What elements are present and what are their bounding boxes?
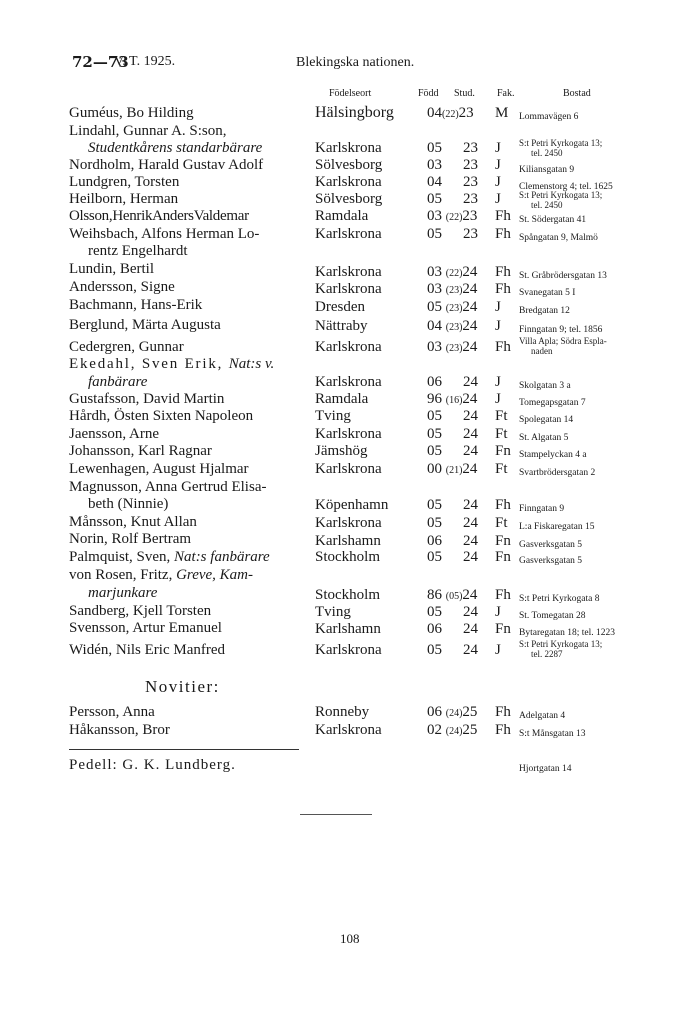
member-title: Nat:s fanbärare xyxy=(174,549,270,565)
birthplace: Karlskrona xyxy=(315,426,382,442)
birthplace: Karlskrona xyxy=(315,374,382,390)
student-year: 24 xyxy=(463,426,478,442)
student-year: 24 xyxy=(462,587,478,603)
birth-year: 05 xyxy=(427,299,442,315)
pedell-line: Pedell: G. K. Lundberg. xyxy=(69,757,236,773)
birthplace: Karlskrona xyxy=(315,339,382,355)
member-title: Greve, Kam- xyxy=(176,567,254,583)
student-year: 24 xyxy=(462,264,478,280)
member-name: Hårdh, Östen Sixten Napoleon xyxy=(69,408,254,424)
birth-year: 05 xyxy=(427,426,442,442)
address-cont: naden xyxy=(531,346,553,356)
birth-year: 05 xyxy=(427,604,442,620)
faculty: Ft xyxy=(495,426,508,442)
birth-year: 05 xyxy=(427,642,442,658)
birth-year: 05 xyxy=(427,549,442,565)
birthplace: Ramdala xyxy=(315,391,369,407)
birth-year: 96 xyxy=(427,391,442,407)
previous-year: (24) xyxy=(445,726,463,737)
faculty: Ft xyxy=(495,408,508,424)
address: Spolegatan 14 xyxy=(519,415,574,425)
faculty: Ft xyxy=(495,461,508,477)
previous-year: (21) xyxy=(445,465,463,476)
previous-year: (23) xyxy=(445,322,463,333)
address: Adelgatan 4 xyxy=(519,711,566,721)
student-year: 24 xyxy=(463,604,478,620)
student-year: 23 xyxy=(463,140,478,156)
student-year: 23 xyxy=(462,208,478,224)
member-name: Lewenhagen, August Hjalmar xyxy=(69,461,249,477)
page-number: 108 xyxy=(340,931,360,946)
previous-year: (22) xyxy=(445,268,463,279)
member-name: Svensson, Artur Emanuel xyxy=(69,620,222,636)
student-year: 24 xyxy=(462,461,478,477)
address: S:t Petri Kyrkogata 13; xyxy=(519,190,603,200)
member-title-cont: fanbärare xyxy=(88,374,148,390)
member-name: Johansson, Karl Ragnar xyxy=(69,443,212,459)
member-name: Lundgren, Torsten xyxy=(69,174,180,190)
faculty: Fh xyxy=(495,339,511,355)
birthplace: Stockholm xyxy=(315,549,381,565)
birthplace: Jämshög xyxy=(315,443,368,459)
birthplace: Hälsingborg xyxy=(315,104,394,121)
divider xyxy=(300,814,372,815)
student-year: 23 xyxy=(458,105,474,121)
col-fac: Fak. xyxy=(497,88,515,99)
birth-year: 05 xyxy=(427,443,442,459)
faculty: Fh xyxy=(495,704,511,720)
birthplace: Ronneby xyxy=(315,704,370,720)
address: Clemenstorg 4; tel. 1625 xyxy=(519,182,613,192)
pedell-address: Hjortgatan 14 xyxy=(519,764,572,774)
member-name-cont: rentz Engelhardt xyxy=(88,243,188,259)
birth-year: 04 xyxy=(427,174,442,190)
address: St. Södergatan 41 xyxy=(519,215,587,225)
address: Finngatan 9; tel. 1856 xyxy=(519,325,603,335)
student-year: 25 xyxy=(462,722,478,738)
birth-year: 06 xyxy=(427,533,442,549)
faculty: J xyxy=(495,174,501,190)
birth-year: 04 xyxy=(427,318,442,334)
birthplace: Ramdala xyxy=(315,208,369,224)
student-year: 24 xyxy=(463,497,478,513)
novitier-heading: Novitier: xyxy=(145,677,220,696)
col-stud: Stud. xyxy=(454,88,475,99)
member-title: Studentkårens standarbärare xyxy=(88,140,263,156)
address: S:t Petri Kyrkogata 13; xyxy=(519,138,603,148)
faculty: J xyxy=(495,391,501,407)
student-year: 24 xyxy=(463,408,478,424)
birth-year: 05 xyxy=(427,191,442,207)
student-year: 23 xyxy=(463,191,478,207)
student-year: 23 xyxy=(463,226,478,242)
birthplace: Karlskrona xyxy=(315,515,382,531)
birth-year: 06 xyxy=(427,704,442,720)
address: St. Tomegatan 28 xyxy=(519,611,586,621)
birthplace: Karlskrona xyxy=(315,722,382,738)
student-year: 24 xyxy=(462,318,478,334)
student-year: 24 xyxy=(462,339,478,355)
faculty: J xyxy=(495,191,501,207)
col-born: Född xyxy=(418,88,439,99)
member-title: Nat:s v. xyxy=(228,356,275,372)
address: Svanegatan 5 I xyxy=(519,288,576,298)
address: Villa Apla; Södra Espla- xyxy=(519,336,607,346)
page-range: 72—73 xyxy=(72,53,129,71)
member-name: Guméus, Bo Hilding xyxy=(69,105,194,121)
member-name: Bachmann, Hans-Erik xyxy=(69,297,203,313)
birthplace: Karlshamn xyxy=(315,533,381,549)
member-name-cont: beth (Ninnie) xyxy=(88,496,169,512)
birthplace: Karlskrona xyxy=(315,461,382,477)
address: Finngatan 9 xyxy=(519,504,565,514)
birthplace: Karlshamn xyxy=(315,621,381,637)
birth-year: 02 xyxy=(427,722,442,738)
address: Spångatan 9, Malmö xyxy=(519,233,598,243)
birthplace: Karlskrona xyxy=(315,281,382,297)
faculty: Fn xyxy=(495,533,511,549)
member-name: Palmquist, Sven, xyxy=(69,549,171,565)
student-year: 24 xyxy=(462,299,478,315)
address: Skolgatan 3 a xyxy=(519,381,571,391)
birth-year: 03 xyxy=(427,281,442,297)
member-name: Lundin, Bertil xyxy=(69,261,154,277)
birthplace: Karlskrona xyxy=(315,174,382,190)
address: Bytaregatan 18; tel. 1223 xyxy=(519,628,616,638)
member-name: von Rosen, Fritz, xyxy=(69,567,173,583)
faculty: Fn xyxy=(495,549,511,565)
faculty: Fh xyxy=(495,497,511,513)
birthplace: Köpenhamn xyxy=(315,497,389,513)
faculty: Ft xyxy=(495,515,508,531)
faculty: Fh xyxy=(495,208,511,224)
address-phone: tel. 2287 xyxy=(531,649,563,659)
member-name: Widén, Nils Eric Manfred xyxy=(69,642,226,658)
member-name: Håkansson, Bror xyxy=(69,722,170,738)
student-year: 24 xyxy=(463,443,478,459)
birth-year: 05 xyxy=(427,226,442,242)
member-name: Lindahl, Gunnar A. S:son, xyxy=(69,123,227,139)
member-name: Persson, Anna xyxy=(69,704,155,720)
student-year: 24 xyxy=(463,621,478,637)
faculty: J xyxy=(495,157,501,173)
member-title-cont: marjunkare xyxy=(88,585,158,601)
faculty: M xyxy=(495,105,509,121)
address: Bredgatan 12 xyxy=(519,306,570,316)
faculty: J xyxy=(495,318,501,334)
faculty: Fh xyxy=(495,722,511,738)
nation-title: Blekingska nationen. xyxy=(296,55,415,70)
member-name: Månsson, Knut Allan xyxy=(69,514,197,530)
birthplace: Karlskrona xyxy=(315,140,382,156)
address: Svartbrödersgatan 2 xyxy=(519,468,596,478)
birthplace: Karlskrona xyxy=(315,642,382,658)
birthplace: Nättraby xyxy=(315,318,368,334)
birth-year: 86 xyxy=(427,587,442,603)
student-year: 24 xyxy=(463,374,478,390)
birth-year: 03 xyxy=(427,157,442,173)
address: Tomegapsgatan 7 xyxy=(519,398,586,408)
previous-year: (24) xyxy=(445,708,463,719)
address: Stampelyckan 4 a xyxy=(519,450,587,460)
student-year: 24 xyxy=(463,533,478,549)
birth-year: 05 xyxy=(427,515,442,531)
member-name: Andersson, Signe xyxy=(69,279,175,295)
birth-year: 06 xyxy=(427,621,442,637)
faculty: Fh xyxy=(495,587,511,603)
address: S:t Månsgatan 13 xyxy=(519,729,586,739)
birthplace: Tving xyxy=(315,604,351,620)
address: St. Gråbrödersgatan 13 xyxy=(519,271,607,281)
student-year: 24 xyxy=(462,391,478,407)
address: Lommavägen 6 xyxy=(519,112,579,122)
birthplace: Stockholm xyxy=(315,587,381,603)
birthplace: Karlskrona xyxy=(315,226,382,242)
address-phone: tel. 2450 xyxy=(531,200,563,210)
faculty: J xyxy=(495,299,501,315)
birth-year: 05 xyxy=(427,140,442,156)
previous-year: (23) xyxy=(445,285,463,296)
student-year: 24 xyxy=(462,281,478,297)
faculty: J xyxy=(495,140,501,156)
address: S:t Petri Kyrkogata 13; xyxy=(519,639,603,649)
faculty: J xyxy=(495,604,501,620)
member-name: Gustafsson, David Martin xyxy=(69,391,225,407)
birth-year: 06 xyxy=(427,374,442,390)
address-phone: tel. 2450 xyxy=(531,148,563,158)
member-name: Norin, Rolf Bertram xyxy=(69,531,192,547)
student-year: 23 xyxy=(463,157,478,173)
member-name: Berglund, Märta Augusta xyxy=(69,317,221,333)
member-name: Heilborn, Herman xyxy=(69,191,179,207)
faculty: Fn xyxy=(495,621,511,637)
faculty: Fh xyxy=(495,281,511,297)
birthplace: Karlskrona xyxy=(315,264,382,280)
faculty: Fh xyxy=(495,264,511,280)
term-label: V. T. 1925. xyxy=(114,54,176,69)
member-name: Jaensson, Arne xyxy=(69,426,159,442)
previous-year: (22) xyxy=(442,109,459,120)
address: St. Algatan 5 xyxy=(519,433,569,443)
student-year: 24 xyxy=(463,642,478,658)
member-name: Nordholm, Harald Gustav Adolf xyxy=(69,157,264,173)
address: S:t Petri Kyrkogata 8 xyxy=(519,594,600,604)
previous-year: (23) xyxy=(445,343,463,354)
birth-year: 05 xyxy=(427,497,442,513)
col-addr: Bostad xyxy=(563,88,591,99)
birth-year: 03 xyxy=(427,339,442,355)
faculty: J xyxy=(495,374,501,390)
birth-year: 03 xyxy=(427,208,442,224)
student-year: 24 xyxy=(463,515,478,531)
previous-year: (05) xyxy=(445,591,463,602)
address: Kiliansgatan 9 xyxy=(519,165,575,175)
student-year: 25 xyxy=(462,704,478,720)
previous-year: (16) xyxy=(445,395,463,406)
birth-year: 05 xyxy=(427,408,442,424)
birthplace: Tving xyxy=(315,408,351,424)
birthplace: Sölvesborg xyxy=(315,157,383,173)
member-name: Sandberg, Kjell Torsten xyxy=(69,603,212,619)
previous-year: (22) xyxy=(445,212,463,223)
previous-year: (23) xyxy=(445,303,463,314)
birthplace: Dresden xyxy=(315,299,365,315)
birth-year: 00 xyxy=(427,461,442,477)
member-name: Weihsbach, Alfons Herman Lo- xyxy=(69,226,260,242)
col-place: Födelseort xyxy=(329,88,372,99)
birth-year: 03 xyxy=(427,264,442,280)
member-name: Cedergren, Gunnar xyxy=(69,339,184,355)
member-name: Magnusson, Anna Gertrud Elisa- xyxy=(69,479,267,495)
divider xyxy=(69,749,299,750)
faculty: Fn xyxy=(495,443,511,459)
faculty: Fh xyxy=(495,226,511,242)
faculty: J xyxy=(495,642,501,658)
address: Gasverksgatan 5 xyxy=(519,540,583,550)
birthplace: Sölvesborg xyxy=(315,191,383,207)
student-year: 23 xyxy=(463,174,478,190)
birth-year: 04 xyxy=(427,105,442,121)
member-name: Ekedahl, Sven Erik, xyxy=(69,356,224,372)
address: Gasverksgatan 5 xyxy=(519,556,583,566)
member-name: Olsson,HenrikAndersValdemar xyxy=(69,208,249,224)
student-year: 24 xyxy=(463,549,478,565)
address: L:a Fiskaregatan 15 xyxy=(519,522,595,532)
